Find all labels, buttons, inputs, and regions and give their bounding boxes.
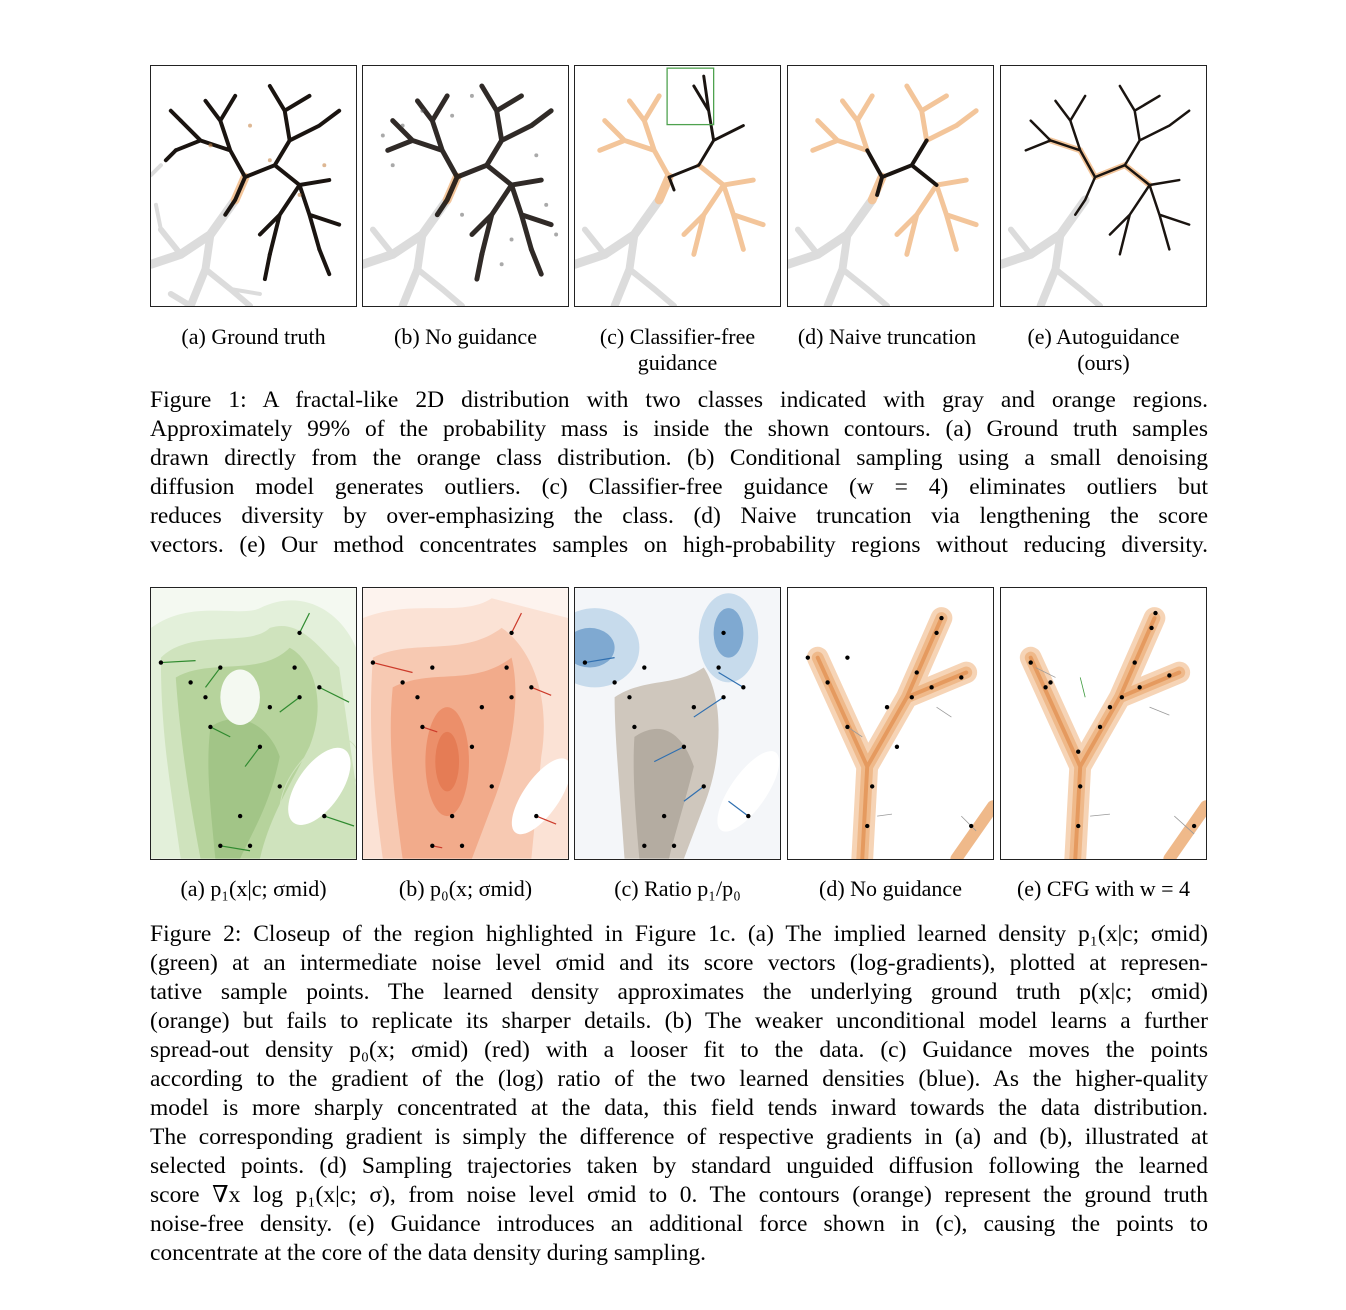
fig1-caption-line: reduces diversity by over-emphasizing the class. (d) Naive truncation via lengthening the score	[150, 503, 1208, 529]
fig1-subcaption-b	[362, 324, 569, 350]
fig2-caption-line: (green) at an intermediate noise level σmid and its score vectors (log-gradients), plotted at represen-	[150, 950, 1208, 976]
fig2-subcaption-d	[787, 876, 994, 902]
fig2-plot-ratio	[575, 588, 780, 859]
fig2-caption-line: tative sample points. The learned density approximates the underlying ground truth p(x|c; σmid)	[150, 979, 1208, 1005]
fig1-subcaption-a	[150, 324, 357, 350]
fig1-subcaption-d-line1: (d) Naive truncation	[797, 324, 977, 349]
fig1-panel-c	[574, 65, 781, 307]
fig2-subcaption-e-text: (e) CFG with w = 4	[1016, 876, 1191, 901]
fig2-subcaption-b-text: (b) p₀(x; σmid)	[398, 876, 533, 901]
fig2-subcaption-b	[362, 876, 569, 902]
fig1-subcaption-c-line2: guidance	[637, 350, 718, 375]
fig1-subcaption-b-line1: (b) No guidance	[394, 324, 537, 349]
fig2-panel-d	[787, 587, 994, 860]
fig1-subcaption-e-line2: (ours)	[1077, 350, 1130, 375]
fig2-subcaption-d-text: (d) No guidance	[819, 876, 962, 901]
fig1-plot-autoguidance	[1001, 66, 1206, 306]
fig1-subcaption-e-line1: (e) Autoguidance	[1027, 324, 1180, 349]
fig1-caption-line: Approximately 99% of the probability mass is inside the shown contours. (a) Ground truth samples	[150, 416, 1208, 442]
fig2-subcaption-c	[574, 876, 781, 902]
fig1-panel-e	[1000, 65, 1207, 307]
fig1-plot-naive-truncation	[788, 66, 993, 306]
fig2-caption-line: selected points. (d) Sampling trajectories taken by standard unguided diffusion following the learned	[150, 1153, 1208, 1179]
fig1-subcaption-a-line1: (a) Ground truth	[181, 324, 326, 349]
fig2-caption	[150, 920, 1208, 1268]
fig2-panel-b	[362, 587, 569, 860]
fig2-caption-line: spread-out density p₀(x; σmid) (red) with a looser fit to the data. (c) Guidance moves the points	[150, 1037, 1208, 1063]
fig2-subcaption-a-text: (a) p₁(x|c; σmid)	[180, 876, 327, 901]
fig2-panel-e	[1000, 587, 1207, 860]
fig2-caption-line: Figure 2: Closeup of the region highlighted in Figure 1c. (a) The implied learned density p₁(x|c; σmid)	[150, 921, 1208, 947]
fig2-plot-cfg-trajectories	[1001, 588, 1206, 859]
fig2-caption-line: concentrate at the core of the data density during sampling.	[150, 1240, 706, 1266]
fig2-panel-c	[574, 587, 781, 860]
fig2-caption-line: according to the gradient of the (log) ratio of the two learned densities (blue). As the higher-quality	[150, 1066, 1208, 1092]
fig2-caption-line: (orange) but fails to replicate its sharper details. (b) The weaker unconditional model learns a further	[150, 1008, 1208, 1034]
fig1-subcaption-c-line1: (c) Classifier-free	[599, 324, 756, 349]
fig1-plot-ground-truth	[151, 66, 356, 306]
fig2-caption-line: The corresponding gradient is simply the difference of respective gradients in (a) and (b), illustrated at	[150, 1124, 1208, 1150]
fig1-subcaption-d	[780, 324, 994, 350]
fig1-caption-line: vectors. (e) Our method concentrates samples on high-probability regions without reducing diversity.	[150, 532, 1208, 558]
fig1-plot-classifier-free	[575, 66, 780, 306]
fig2-caption-line: model is more sharply concentrated at the data, this field tends inward towards the data distribution.	[150, 1095, 1208, 1121]
fig1-panel-d	[787, 65, 994, 307]
fig1-subcaption-c	[574, 324, 781, 376]
fig2-caption-line: noise-free density. (e) Guidance introduces an additional force shown in (c), causing the points to	[150, 1211, 1208, 1237]
fig2-plot-p0-density	[363, 588, 568, 859]
fig1-caption-line: drawn directly from the orange class distribution. (b) Conditional sampling using a small denoising	[150, 445, 1208, 471]
fig1-subcaption-e	[1000, 324, 1207, 376]
fig1-plot-no-guidance	[363, 66, 568, 306]
fig1-caption	[150, 386, 1208, 560]
fig2-subcaption-e	[1000, 876, 1207, 902]
fig2-subcaption-a	[150, 876, 357, 902]
fig2-subcaption-c-text: (c) Ratio p₁/p₀	[614, 876, 741, 901]
fig1-caption-line: Figure 1: A fractal-like 2D distribution with two classes indicated with gray and orange regions.	[150, 387, 1208, 413]
fig1-panel-b	[362, 65, 569, 307]
fig2-caption-line: score ∇x log p₁(x|c; σ), from noise level σmid to 0. The contours (orange) represent the ground truth	[150, 1182, 1208, 1208]
fig2-plot-p1-density	[151, 588, 356, 859]
fig1-panel-a	[150, 65, 357, 307]
fig2-panel-a	[150, 587, 357, 860]
fig2-plot-no-guidance-trajectories	[788, 588, 993, 859]
fig1-caption-line: diffusion model generates outliers. (c) Classifier-free guidance (w = 4) eliminates outliers but	[150, 474, 1208, 500]
